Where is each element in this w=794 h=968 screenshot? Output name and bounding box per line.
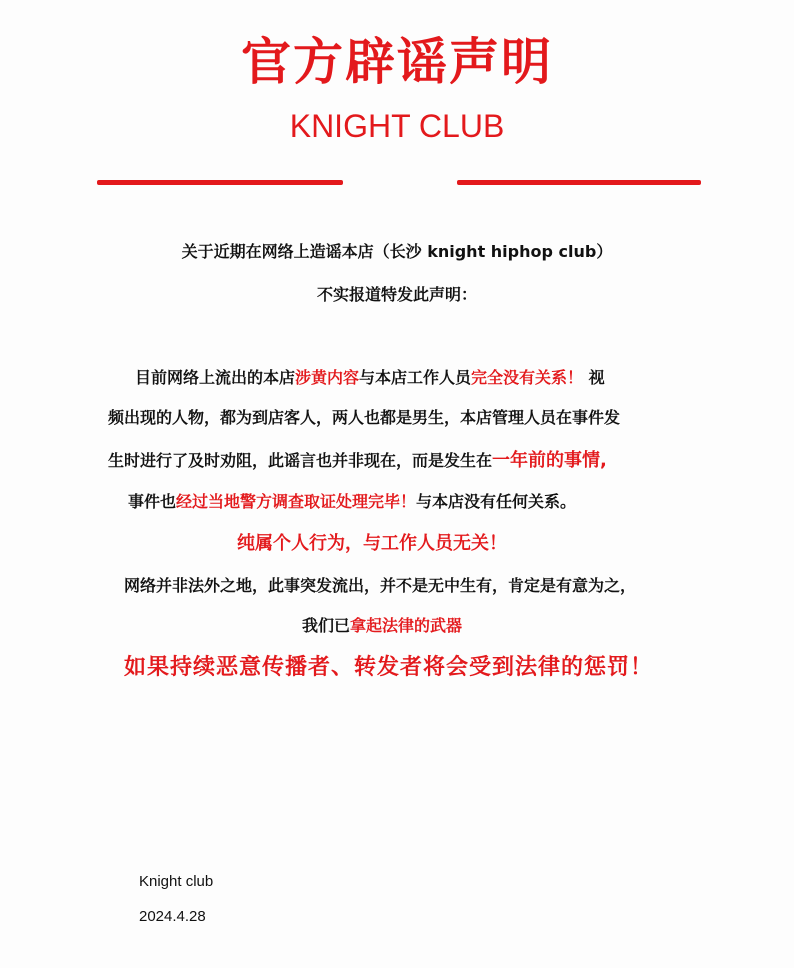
body-text: 视 [583,368,605,387]
body-paragraph-line-1 [135,366,605,390]
body-paragraph-line-6: 网络并非法外之地，此事突发流出，并不是无中生有，肯定是有意为之， [124,576,637,595]
highlight-text: 拿起法律的武器 [350,616,463,635]
intro-line-1: 关于近期在网络上造谣本店（长沙 knight hiphop club） [181,242,613,261]
highlight-text: 经过当地警方调查取证处理完毕！ [176,492,417,511]
highlight-text: 如果持续恶意传播者、转发者将会受到法律的惩罚！ [124,655,654,680]
body-text: 与本店没有任何关系。 [416,492,577,511]
body-paragraph-line-4 [128,490,576,514]
club-name-subtitle: KNIGHT CLUB [289,108,505,144]
signature: Knight club [139,873,214,890]
body-paragraph-line-7 [302,614,462,638]
body-text: 与本店工作人员 [359,368,472,387]
body-text: 事件也 [128,492,177,511]
body-text: 目前网络上流出的本店 [135,368,296,387]
body-text: 生时进行了及时劝阻，此谣言也并非现在，而是发生在 [108,451,493,470]
intro-line-2: 不实报道特发此声明： [316,285,477,304]
statement-date: 2024.4.28 [139,908,206,925]
divider-right [457,180,701,185]
body-text: 我们已 [302,616,351,635]
statement-title: 官方辟谣声明 [241,33,553,91]
body-paragraph-line-2: 频出现的人物，都为到店客人，两人也都是男生，本店管理人员在事件发 [108,408,621,427]
highlight-text: 完全没有关系！ [471,368,584,387]
body-paragraph-line-3 [108,449,607,473]
personal-behavior-notice [237,532,507,556]
divider-left [97,180,343,185]
legal-warning [124,653,653,683]
highlight-text: 一年前的事情, [492,450,607,471]
highlight-text: 纯属个人行为，与工作人员无关！ [237,533,507,554]
highlight-text: 涉黄内容 [295,368,360,387]
